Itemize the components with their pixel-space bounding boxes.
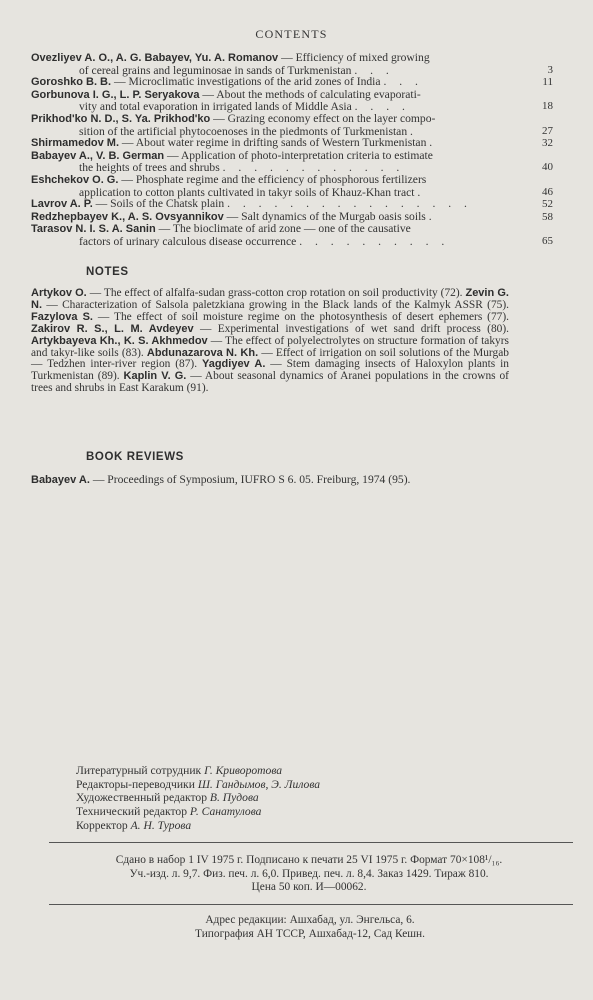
toc-author: Babayev A., V. B. German [31,149,165,162]
editorial-credits [76,764,496,833]
credit-name: В. Пудова [209,791,259,805]
note-author: Abdunazarova N. Kh. [146,346,259,359]
book-reviews-heading: BOOK REVIEWS [86,451,184,463]
imprint-line: Сдано в набор 1 IV 1975 г. Подписано к печати 25 VI 1975 г. Формат 70×108¹/₁₆. [115,854,503,866]
publisher-address [100,914,520,941]
toc-page: 40 [542,161,553,174]
credit-line [76,764,496,778]
review-author: Babayev A. [31,474,90,486]
toc-title-cont: application to cotton plants cultivated in takyr soils of Khauz-Khan tract [79,185,415,199]
toc-page: 11 [542,76,553,89]
imprint-line: Цена 50 коп. И—00062. [251,881,367,893]
toc-page: 52 [542,198,553,211]
toc-author: Redzhepbayev K., A. S. Ovsyannikov [31,210,224,223]
toc-author: Gorbunova I. G., L. P. Seryakova [31,88,200,101]
note-author: Artykbayeva Kh., K. S. Akhmedov [31,334,208,347]
note-text: — The effect of polyelectrolytes on structure formation of takyrs and takyr-like soils (83). [31,334,509,359]
divider-rule [49,842,573,843]
notes-paragraph [31,288,509,395]
toc-entry: Babayev A., V. B. German — Application of photo-interpretation criteria to estimate the heights of trees and shrubs . . . . . . . . . . . . 40 [31,148,553,175]
credit-name: А. Н. Турова [130,818,192,832]
toc-title-cont: the heights of trees and shrubs [79,161,220,175]
credit-role: Литературный сотрудник [76,764,202,777]
note-author: Yagdiyev A. [201,358,266,371]
toc-author: Tarasov N. I. S. A. Sanin [31,223,156,236]
toc-entry: Lavrov A. P. — Soils of the Chatsk plain . . . . . . . . . . . . . . . . 52 [31,197,553,211]
toc-page: 65 [542,234,553,247]
toc-title: — About water regime in drifting sands of Western Turkmenistan [119,136,427,150]
page-title: CONTENTS [255,27,328,41]
address-line: Адрес редакции: Ашхабад, ул. Энгельса, 6. [205,914,415,926]
toc-author: Lavrov A. P. [31,198,93,211]
review-text: — Proceedings of Symposium, IUFRO S 6. 05. Freiburg, 1974 (95). [92,473,411,486]
note-text: — Effect of irrigation on soil solutions of the Murgab — Tedzhen inter-river region (87). [31,346,509,371]
note-text: — The effect of soil moisture regime on the photosynthesis of desert ephemers (77). [97,310,509,323]
credit-line [76,805,496,819]
toc-title: — Application of photo-interpretation criteria to estimate [164,148,433,162]
note-author: Fazylova S. [31,310,93,323]
toc-author: Ovezliyev A. O., A. G. Babayev, Yu. A. Romanov [31,52,279,64]
toc-title: — Efficiency of mixed growing [278,51,430,64]
table-of-contents [31,52,553,248]
toc-title: — The bioclimate of arid zone — one of the causative [155,222,411,236]
toc-title: — Phosphate regime and the efficiency of phosphorous fertilizers [118,172,427,186]
toc-page: 18 [542,100,553,113]
toc-page: 3 [547,63,553,76]
toc-entry: Eshchekov O. G. — Phosphate regime and the efficiency of phosphorous fertilizers application to cotton plants cultivated in takyr soils of Khauz-Khan tract . 46 [31,172,553,199]
note-author: Kaplin V. G. [123,370,187,383]
toc-entry: Tarasov N. I. S. A. Sanin — The bioclimate of arid zone — one of the causative factors of urinary calculous disease occurrence . . . . . . . . . . 65 [31,222,553,248]
toc-title: — Soils of the Chatsk plain [92,197,225,211]
note-author: Zakirov R. S., L. M. Avdeyev [31,322,194,335]
toc-title-cont: of cereal grains and leguminosae in sands of Turkmenistan [79,63,352,77]
toc-title-cont: factors of urinary calculous disease occurrence [79,234,297,248]
note-text: — Characterization of Salsola paletzkiana growing in the Black lands of the Kalmyk ASSR (75). [46,298,509,311]
credit-role: Редакторы-переводчики [76,777,195,791]
toc-author: Goroshko B. B. [31,76,112,89]
toc-page: 46 [542,185,553,198]
credit-role: Технический редактор [76,805,188,819]
credit-line [76,819,496,833]
credit-name: Ш. Гандымов, Э. Лилова [197,777,321,791]
address-line: Типография АН ТССР, Ашхабад-12, Сад Кешн. [195,927,425,940]
note-text: — Stem damaging insects of Haloxylon plants in Turkmenistan (89). [31,358,509,383]
credit-role: Корректор [76,818,128,832]
credit-line [76,791,496,805]
toc-entry: Gorbunova I. G., L. P. Seryakova — About the methods of calculating evaporati- vity and total evaporation in irrigated lands of Middle Asia . . . . 18 [31,87,553,114]
toc-title: — Microclimatic investigations of the arid zones of India [111,75,381,89]
note-text: — About seasonal dynamics of Aranei populations in the crowns of trees and shrubs in East Karakum (91). [31,370,509,395]
credit-name: Р. Санатулова [189,805,262,819]
toc-author: Eshchekov O. G. [31,173,119,186]
toc-title: — Grazing economy effect on the layer compo- [210,111,436,125]
toc-page: 27 [542,124,553,137]
toc-author: Prikhod'ko N. D., S. Ya. Prikhod'ko [31,112,211,125]
print-imprint [49,854,569,895]
toc-title: — Salt dynamics of the Murgab oasis soils [223,209,426,223]
note-author: Zevin G. N. [31,287,509,311]
note-author: Artykov O. [31,287,87,299]
toc-title-cont: vity and total evaporation in irrigated lands of Middle Asia [79,100,352,114]
credit-line [76,778,496,792]
divider-rule [49,904,573,905]
toc-page: 58 [542,210,553,223]
toc-entry: Redzhepbayev K., A. S. Ovsyannikov — Salt dynamics of the Murgab oasis soils . 58 [31,209,553,223]
credit-role: Художественный редактор [76,791,208,805]
credit-name: Г. Криворотова [204,764,283,777]
note-text: — The effect of alfalfa-sudan grass-cotton crop rotation on soil productivity (72). [89,287,463,299]
toc-page: 32 [542,137,553,150]
book-review-entry [31,474,541,486]
toc-entry: Shirmamedov M. — About water regime in drifting sands of Western Turkmenistan . 32 [31,136,553,150]
toc-entry: Prikhod'ko N. D., S. Ya. Prikhod'ko — Grazing economy effect on the layer compo- sition of the artificial phytocoenoses in the piedmonts of Turkmenistan . 27 [31,111,553,138]
toc-entry: Ovezliyev A. O., A. G. Babayev, Yu. A. Romanov — Efficiency of mixed growing of cereal grains and leguminosae in sands of Turkmenistan . . . 3 [31,51,553,77]
toc-title: — About the methods of calculating evaporati- [199,87,421,101]
toc-title-cont: sition of the artificial phytocoenoses in the piedmonts of Turkmenistan [79,124,408,138]
toc-author: Shirmamedov M. [31,137,120,150]
toc-entry: Goroshko B. B. — Microclimatic investigations of the arid zones of India . . . 11 [31,75,553,89]
note-text: — Experimental investigations of wet sand drift process (80). [199,322,509,335]
notes-heading: NOTES [86,266,129,278]
imprint-line: Уч.-изд. л. 9,7. Физ. печ. л. 6,0. Привед. печ. л. 8,4. Заказ 1429. Тираж 810. [129,867,489,880]
